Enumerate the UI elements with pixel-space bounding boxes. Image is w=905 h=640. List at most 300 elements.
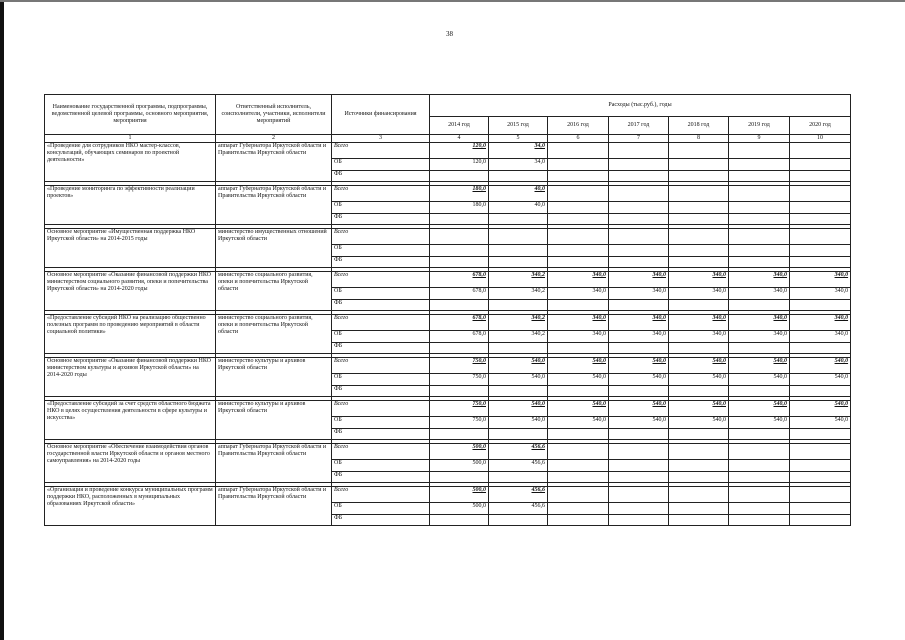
expense-amount: 540,0 — [773, 358, 787, 364]
expense-value — [609, 143, 669, 159]
expense-value — [609, 331, 669, 343]
funding-source: Всего — [332, 487, 430, 503]
funding-source: ОБ — [332, 374, 430, 386]
expense-value — [548, 288, 609, 300]
expense-amount: 540,0 — [834, 401, 849, 407]
expense-amount: 120,0 — [472, 159, 486, 165]
expense-value — [790, 358, 851, 374]
expense-value — [729, 272, 790, 288]
expense-amount: 340,0 — [834, 331, 849, 337]
expense-value — [548, 272, 609, 288]
expense-amount: 500,0 — [472, 487, 486, 493]
expense-value — [489, 202, 548, 214]
expense-value — [548, 159, 609, 171]
expense-value — [548, 444, 609, 460]
activity-name: Основное мероприятие «Имущественная поддержка НКО Иркутской области» на 2014-2015 годы — [45, 229, 216, 268]
header-year: 2016 год — [548, 117, 609, 135]
expense-value — [790, 460, 851, 472]
expense-value — [489, 487, 548, 503]
expense-value — [548, 343, 609, 354]
expense-value — [430, 401, 489, 417]
expense-value — [430, 460, 489, 472]
header-row-top — [45, 95, 851, 117]
expense-value — [430, 315, 489, 331]
expense-value — [489, 300, 548, 311]
expense-amount: 540,0 — [531, 401, 545, 407]
expense-value — [729, 331, 790, 343]
expense-amount: 540,0 — [592, 374, 606, 380]
expense-value — [729, 460, 790, 472]
expense-value — [609, 229, 669, 245]
expense-value — [609, 257, 669, 268]
activity-name: «Предоставление субсидий НКО на реализацию общественно полезных программ по проведению мероприятий в области социальной политики» — [45, 315, 216, 354]
page-edge-top — [0, 0, 905, 2]
expense-amount: 678,0 — [472, 272, 486, 278]
expense-value — [430, 245, 489, 257]
expense-value — [609, 487, 669, 503]
expense-value — [790, 386, 851, 397]
expense-value — [669, 202, 729, 214]
expense-value — [669, 429, 729, 440]
expense-value — [669, 460, 729, 472]
expense-amount: 120,0 — [472, 143, 486, 149]
expense-value — [609, 429, 669, 440]
expense-value — [669, 472, 729, 483]
expense-amount: 340,0 — [773, 288, 787, 294]
activity-name: «Организация и проведение конкурса муниципальных программ поддержки НКО, расположенных в муниципальных образованиях Иркутской области» — [45, 487, 216, 526]
activity-name: Основное мероприятие «Оказание финансовой поддержки НКО министерством культуры и архивов Иркутской области» на 2014-2020 годы — [45, 358, 216, 397]
expense-value — [609, 515, 669, 526]
expense-amount: 340,0 — [773, 315, 787, 321]
header-year: 2019 год — [729, 117, 790, 135]
header-column-number: 10 — [790, 135, 851, 143]
expense-value — [790, 171, 851, 182]
expense-value — [609, 503, 669, 515]
expense-value — [548, 358, 609, 374]
expense-value — [548, 186, 609, 202]
expense-value — [729, 159, 790, 171]
expense-amount: 678,0 — [472, 331, 486, 337]
expense-value — [548, 374, 609, 386]
expense-value — [729, 401, 790, 417]
expense-value — [729, 429, 790, 440]
expense-value — [609, 288, 669, 300]
expense-value — [609, 186, 669, 202]
expense-value — [548, 143, 609, 159]
expense-value — [729, 417, 790, 429]
header-column-number: 3 — [332, 135, 430, 143]
expense-value — [790, 288, 851, 300]
expense-value — [430, 503, 489, 515]
header-column-number: 4 — [430, 135, 489, 143]
expense-value — [729, 315, 790, 331]
expense-amount: 540,0 — [712, 401, 726, 407]
expense-amount: 540,0 — [652, 358, 666, 364]
expense-value — [790, 487, 851, 503]
expense-amount: 540,0 — [773, 374, 787, 380]
expense-amount: 540,0 — [652, 374, 666, 380]
expense-value — [489, 245, 548, 257]
expense-amount: 180,0 — [472, 202, 486, 208]
header-name: Наименование государственной программы, подпрограммы, ведомственной целевой программы, основного мероприятия, мероприятия — [45, 95, 216, 135]
expense-value — [669, 159, 729, 171]
expense-value — [609, 358, 669, 374]
activity-name: Основное мероприятие «Оказание финансовой поддержки НКО министерством социального развития, опеки и попечительства Иркутской области» на 2014-2020 годы — [45, 272, 216, 311]
responsible-executor: аппарат Губернатора Иркутской области и Правительства Иркутской области — [216, 444, 332, 483]
table-row — [45, 358, 851, 374]
expense-amount: 500,0 — [472, 444, 486, 450]
header-year: 2017 год — [609, 117, 669, 135]
expense-value — [790, 444, 851, 460]
expense-amount: 340,2 — [531, 331, 545, 337]
expense-value — [669, 300, 729, 311]
expense-amount: 540,0 — [712, 374, 726, 380]
expense-value — [548, 245, 609, 257]
expense-amount: 180,0 — [472, 186, 486, 192]
expense-value — [430, 214, 489, 225]
expense-amount: 456,6 — [531, 503, 545, 509]
responsible-executor: аппарат Губернатора Иркутской области и Правительства Иркутской области — [216, 487, 332, 526]
expense-value — [489, 358, 548, 374]
activity-name: «Проведение мониторинга по эффективности реализации проектов» — [45, 186, 216, 225]
expense-value — [729, 143, 790, 159]
funding-source: ОБ — [332, 288, 430, 300]
expense-value — [729, 257, 790, 268]
expense-value — [609, 417, 669, 429]
expense-value — [790, 343, 851, 354]
expense-amount: 340,0 — [712, 272, 726, 278]
header-column-number: 6 — [548, 135, 609, 143]
expense-amount: 340,0 — [592, 331, 606, 337]
expense-value — [430, 487, 489, 503]
header-year: 2014 год — [430, 117, 489, 135]
expense-amount: 540,0 — [652, 417, 666, 423]
expense-value — [489, 503, 548, 515]
expense-value — [669, 315, 729, 331]
expense-value — [669, 272, 729, 288]
activity-name: «Предоставление субсидий за счет средств областного бюджета НКО в целях осуществления деятельности в сфере культуры и искусства» — [45, 401, 216, 440]
expense-value — [729, 343, 790, 354]
expense-value — [430, 444, 489, 460]
expense-value — [729, 245, 790, 257]
expense-value — [430, 186, 489, 202]
expense-amount: 540,0 — [592, 417, 606, 423]
expense-value — [430, 386, 489, 397]
expense-value — [729, 288, 790, 300]
funding-source: Всего — [332, 143, 430, 159]
expense-value — [790, 159, 851, 171]
expense-value — [669, 171, 729, 182]
expense-value — [489, 417, 548, 429]
funding-source: ОБ — [332, 202, 430, 214]
expense-value — [489, 257, 548, 268]
header-column-number: 2 — [216, 135, 332, 143]
expense-amount: 540,0 — [531, 417, 545, 423]
header-exec: Ответственный исполнитель, соисполнители, участники, исполнители мероприятий — [216, 95, 332, 135]
expense-amount: 340,0 — [592, 272, 606, 278]
expense-amount: 340,2 — [531, 272, 545, 278]
expense-value — [489, 229, 548, 245]
expense-amount: 750,0 — [472, 374, 486, 380]
expense-amount: 540,0 — [834, 358, 849, 364]
expense-value — [548, 460, 609, 472]
expense-value — [489, 515, 548, 526]
expense-value — [609, 374, 669, 386]
funding-source: ФБ — [332, 343, 430, 354]
expense-amount: 456,6 — [531, 444, 545, 450]
header-source: Источники финансирования — [332, 95, 430, 135]
expense-value — [548, 487, 609, 503]
expense-value — [548, 503, 609, 515]
expense-value — [548, 214, 609, 225]
expense-value — [489, 214, 548, 225]
expense-amount: 40,0 — [534, 202, 545, 208]
expense-value — [729, 171, 790, 182]
funding-source: ФБ — [332, 386, 430, 397]
expense-value — [548, 300, 609, 311]
expense-value — [430, 159, 489, 171]
expense-value — [609, 245, 669, 257]
expense-value — [729, 444, 790, 460]
expense-value — [669, 245, 729, 257]
expense-value — [609, 202, 669, 214]
expense-value — [430, 417, 489, 429]
expense-value — [430, 171, 489, 182]
expense-value — [548, 429, 609, 440]
funding-source: ФБ — [332, 300, 430, 311]
expense-value — [609, 272, 669, 288]
header-column-number: 7 — [609, 135, 669, 143]
responsible-executor: министерство культуры и архивов Иркутской области — [216, 401, 332, 440]
expense-value — [548, 401, 609, 417]
expense-value — [430, 374, 489, 386]
expense-value — [489, 374, 548, 386]
expense-amount: 540,0 — [592, 401, 606, 407]
expense-value — [489, 343, 548, 354]
responsible-executor: министерство социального развития, опеки и попечительства Иркутской области — [216, 315, 332, 354]
expense-value — [669, 401, 729, 417]
expense-value — [669, 331, 729, 343]
expense-value — [790, 257, 851, 268]
expense-value — [669, 444, 729, 460]
expense-value — [489, 429, 548, 440]
expense-amount: 678,0 — [472, 288, 486, 294]
expense-value — [729, 300, 790, 311]
expense-value — [669, 186, 729, 202]
table-row — [45, 186, 851, 202]
expense-amount: 340,0 — [773, 272, 787, 278]
expense-value — [548, 515, 609, 526]
expense-value — [430, 429, 489, 440]
expense-amount: 540,0 — [712, 358, 726, 364]
expense-value — [609, 214, 669, 225]
expense-value — [790, 300, 851, 311]
expense-amount: 540,0 — [834, 374, 849, 380]
expense-amount: 456,6 — [531, 487, 545, 493]
page-edge-left — [0, 0, 4, 640]
expense-value — [430, 272, 489, 288]
expense-amount: 340,0 — [652, 331, 666, 337]
expense-value — [548, 257, 609, 268]
expense-value — [489, 472, 548, 483]
expense-value — [669, 358, 729, 374]
funding-source: ОБ — [332, 417, 430, 429]
table-row — [45, 315, 851, 331]
expense-value — [669, 214, 729, 225]
expense-value — [729, 487, 790, 503]
expense-value — [669, 417, 729, 429]
expense-value — [609, 460, 669, 472]
expense-value — [669, 386, 729, 397]
funding-source: ОБ — [332, 159, 430, 171]
expense-amount: 340,0 — [712, 331, 726, 337]
expense-value — [489, 288, 548, 300]
expense-value — [790, 229, 851, 245]
funding-source: Всего — [332, 229, 430, 245]
funding-source: ОБ — [332, 460, 430, 472]
expense-amount: 500,0 — [472, 503, 486, 509]
expense-value — [430, 472, 489, 483]
funding-source: Всего — [332, 444, 430, 460]
expense-amount: 540,0 — [592, 358, 606, 364]
table-row — [45, 444, 851, 460]
funding-source: ФБ — [332, 214, 430, 225]
expense-amount: 34,0 — [534, 159, 545, 165]
header-column-number: 9 — [729, 135, 790, 143]
expense-value — [790, 143, 851, 159]
table-row — [45, 229, 851, 245]
expense-value — [729, 515, 790, 526]
responsible-executor: министерство имущественных отношений Иркутской области — [216, 229, 332, 268]
expense-value — [430, 300, 489, 311]
expense-amount: 500,0 — [472, 460, 486, 466]
expense-value — [489, 315, 548, 331]
funding-source: ФБ — [332, 515, 430, 526]
expense-value — [489, 171, 548, 182]
expense-value — [609, 401, 669, 417]
expense-value — [489, 444, 548, 460]
expense-value — [790, 472, 851, 483]
expense-amount: 340,2 — [531, 315, 545, 321]
header-year: 2020 год — [790, 117, 851, 135]
expense-value — [729, 374, 790, 386]
expense-value — [669, 487, 729, 503]
expense-value — [729, 503, 790, 515]
expense-value — [609, 300, 669, 311]
expense-value — [729, 472, 790, 483]
expense-value — [729, 358, 790, 374]
expense-value — [430, 343, 489, 354]
expense-amount: 34,0 — [534, 143, 545, 149]
expense-amount: 340,0 — [652, 315, 666, 321]
expense-value — [729, 202, 790, 214]
expense-value — [669, 343, 729, 354]
expense-amount: 540,0 — [652, 401, 666, 407]
expense-value — [430, 331, 489, 343]
expense-value — [790, 429, 851, 440]
expense-amount: 340,0 — [592, 288, 606, 294]
expense-value — [790, 374, 851, 386]
expense-value — [548, 386, 609, 397]
table-row — [45, 487, 851, 503]
expense-value — [790, 401, 851, 417]
funding-source: ФБ — [332, 257, 430, 268]
funding-source: Всего — [332, 315, 430, 331]
expense-value — [669, 503, 729, 515]
expense-value — [430, 358, 489, 374]
funding-source: ФБ — [332, 171, 430, 182]
expense-value — [489, 272, 548, 288]
expense-amount: 340,0 — [652, 272, 666, 278]
expense-value — [430, 143, 489, 159]
expense-value — [790, 245, 851, 257]
expense-value — [729, 214, 790, 225]
expense-value — [489, 159, 548, 171]
page-number: 38 — [446, 30, 453, 38]
expense-value — [430, 288, 489, 300]
expense-value — [548, 171, 609, 182]
responsible-executor: аппарат Губернатора Иркутской области и Правительства Иркутской области — [216, 143, 332, 182]
funding-source: ОБ — [332, 503, 430, 515]
expense-value — [669, 288, 729, 300]
table-row — [45, 272, 851, 288]
expense-value — [489, 401, 548, 417]
funding-source: Всего — [332, 186, 430, 202]
expense-value — [548, 202, 609, 214]
responsible-executor: министерство культуры и архивов Иркутской области — [216, 358, 332, 397]
expense-value — [790, 417, 851, 429]
expense-value — [430, 257, 489, 268]
expense-amount: 540,0 — [531, 358, 545, 364]
funding-source: ФБ — [332, 472, 430, 483]
activity-name: Основное мероприятие «Обеспечение взаимодействия органов государственной власти Иркутской области и органов местного самоуправления» на 2014-2020 годы — [45, 444, 216, 483]
expense-value — [489, 186, 548, 202]
expense-amount: 750,0 — [472, 358, 486, 364]
responsible-executor: министерство социального развития, опеки и попечительства Иркутской области — [216, 272, 332, 311]
responsible-executor: аппарат Губернатора Иркутской области и Правительства Иркутской области — [216, 186, 332, 225]
header-column-number: 8 — [669, 135, 729, 143]
table-row — [45, 401, 851, 417]
expense-amount: 340,0 — [592, 315, 606, 321]
funding-source: ФБ — [332, 429, 430, 440]
expense-value — [489, 386, 548, 397]
header-column-number: 1 — [45, 135, 216, 143]
expense-value — [548, 315, 609, 331]
expense-value — [609, 171, 669, 182]
expense-amount: 340,0 — [834, 288, 849, 294]
expense-value — [790, 315, 851, 331]
expense-amount: 340,0 — [652, 288, 666, 294]
expense-value — [548, 472, 609, 483]
expense-value — [669, 257, 729, 268]
funding-source: ОБ — [332, 245, 430, 257]
table-row — [45, 143, 851, 159]
activity-name: «Проведение для сотрудников НКО мастер-классов, консультаций, обучающих семинаров по проектной деятельности» — [45, 143, 216, 182]
expense-value — [790, 202, 851, 214]
expense-amount: 678,0 — [472, 315, 486, 321]
expense-amount: 340,0 — [834, 272, 849, 278]
expense-amount: 340,2 — [531, 288, 545, 294]
expense-amount: 340,0 — [712, 315, 726, 321]
expense-value — [669, 143, 729, 159]
header-year: 2015 год — [489, 117, 548, 135]
expense-amount: 540,0 — [834, 417, 849, 423]
expense-value — [729, 229, 790, 245]
expense-amount: 750,0 — [472, 417, 486, 423]
funding-source: Всего — [332, 401, 430, 417]
expense-value — [790, 515, 851, 526]
expense-value — [609, 386, 669, 397]
